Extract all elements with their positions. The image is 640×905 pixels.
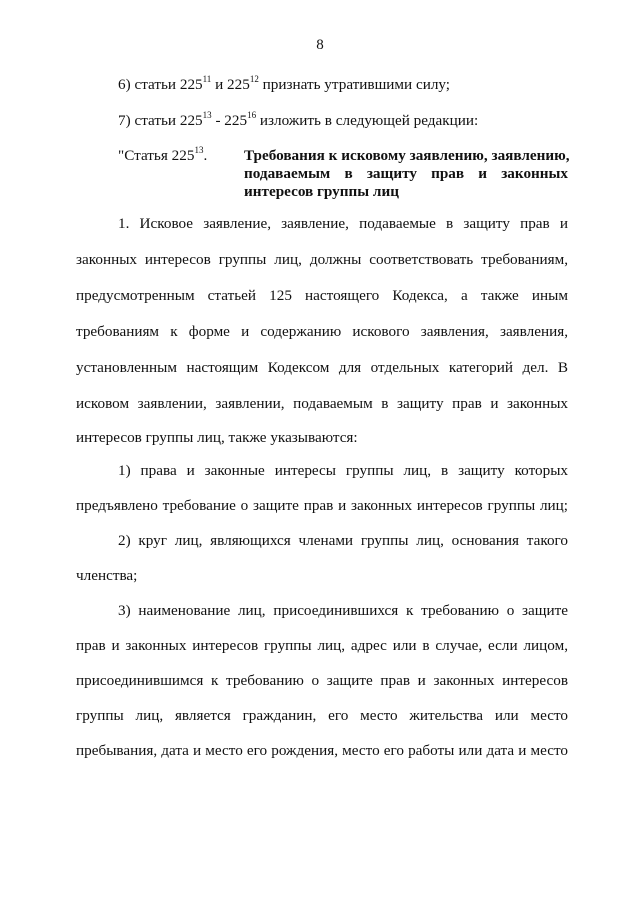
list-item-2: 2) круг лиц, являющихся членами группы лиц, основания такого [118,532,568,549]
body-line: 1. Исковое заявление, заявление, подаваемые в защиту прав и [118,215,568,232]
item-6 [118,76,450,94]
article-label-pre: "Статья 225 [118,147,195,164]
article-label [118,147,207,165]
article-title-line: Требования к исковому заявлению, заявлению, [244,147,570,164]
item-6-pre: 6) статьи 225 [118,76,203,93]
article-title-line: интересов группы лиц [244,183,399,200]
list-item-1: 1) права и законные интересы группы лиц, в защиту которых [118,462,568,479]
body-line: предусмотренным статьей 125 настоящего Кодекса, а также иным [76,287,568,304]
article-title-line: подаваемым в защиту прав и законных [244,165,568,182]
body-line: группы лиц, является гражданин, его место жительства или место [76,707,568,724]
article-label-post: . [203,147,208,164]
item-6-sup1: 11 [202,74,212,84]
article-label-sup: 13 [194,145,204,155]
list-item-3: 3) наименование лиц, присоединившихся к требованию о защите [118,602,568,619]
item-7 [118,112,478,130]
body-line: присоединившимся к требованию о защите прав и законных интересов [76,672,568,689]
item-6-sup2: 12 [249,74,259,84]
page-number: 8 [316,37,324,53]
body-line: пребывания, дата и место его рождения, место его работы или дата и место [76,742,568,759]
item-7-post: изложить в следующей редакции: [256,112,479,129]
body-line: прав и законных интересов группы лиц, адрес или в случае, если лицом, [76,637,568,654]
item-6-mid: и 225 [211,76,250,93]
body-line: установленным настоящим Кодексом для отдельных категорий дел. В [76,359,568,376]
body-line: предъявлено требование о защите прав и законных интересов группы лиц; [76,497,568,514]
body-line: требованиям к форме и содержанию искового заявления, заявления, [76,323,568,340]
body-line: законных интересов группы лиц, должны соответствовать требованиям, [76,251,568,268]
item-7-sup1: 13 [202,110,212,120]
body-line: исковом заявлении, заявлении, подаваемым в защиту прав и законных [76,395,568,412]
body-line: членства; [76,567,138,584]
body-line: интересов группы лиц, также указываются: [76,429,358,446]
item-7-pre: 7) статьи 225 [118,112,203,129]
item-7-sup2: 16 [247,110,257,120]
item-6-post: признать утратившими силу; [258,76,451,93]
item-7-mid: - 225 [211,112,248,129]
